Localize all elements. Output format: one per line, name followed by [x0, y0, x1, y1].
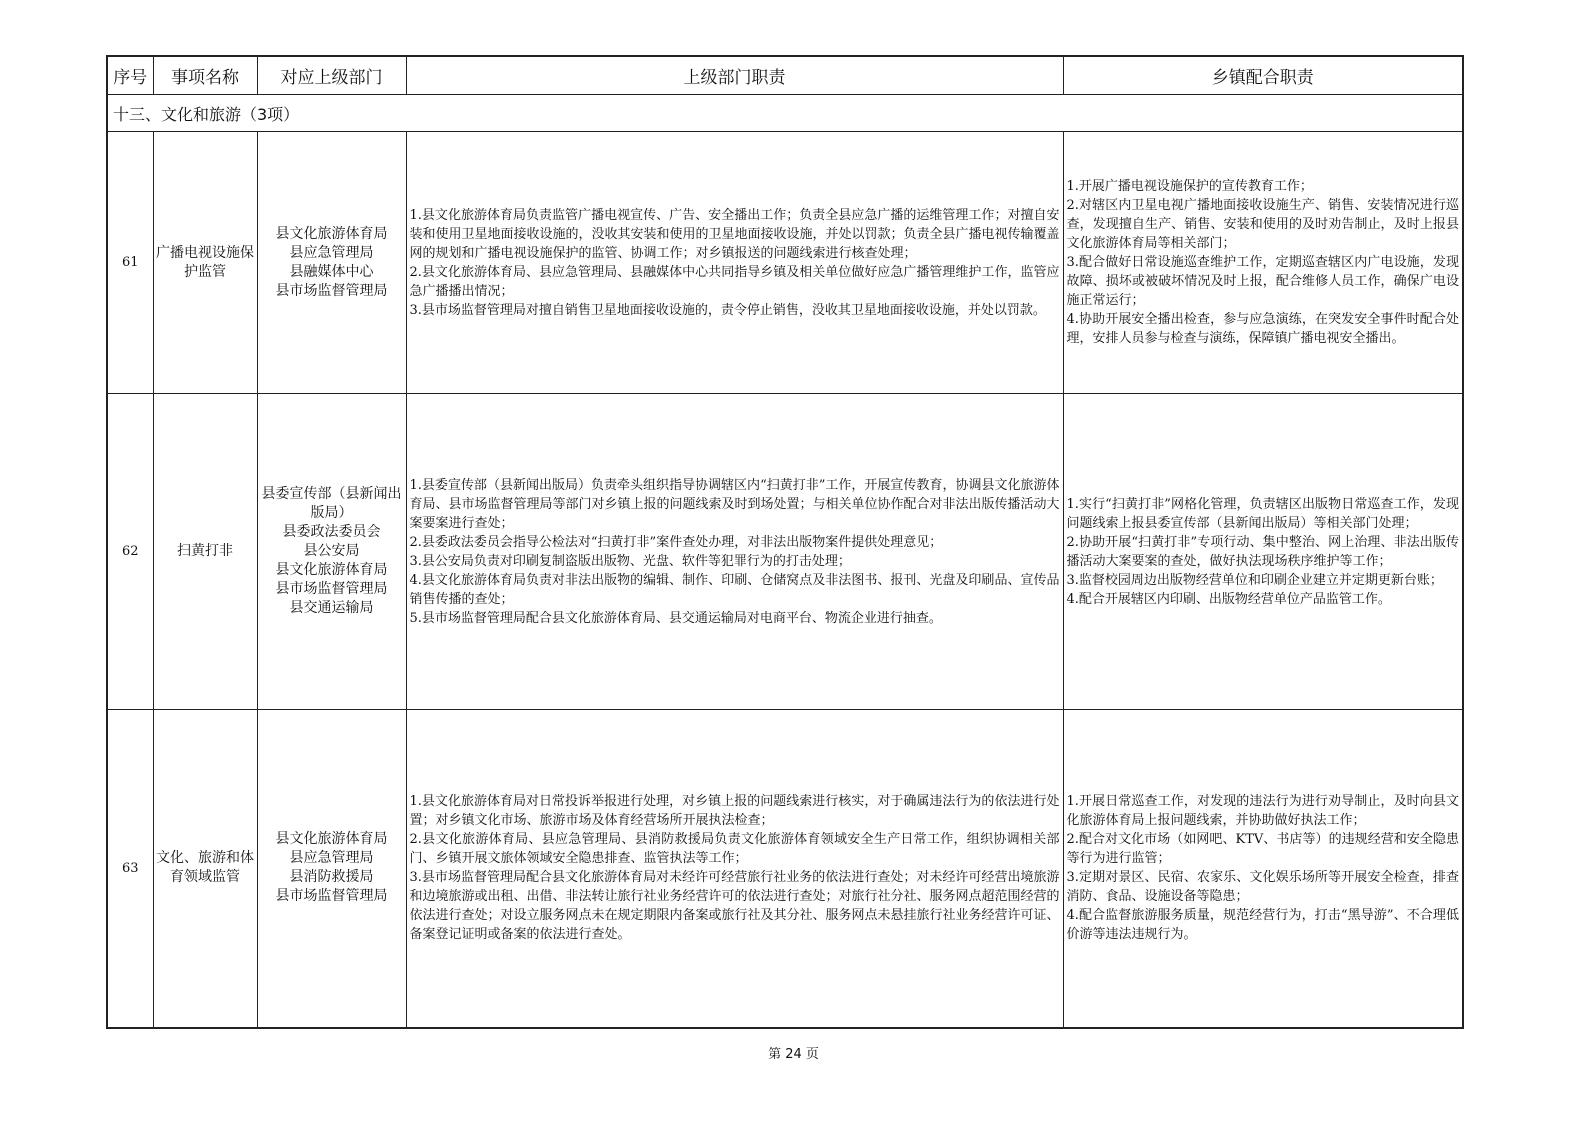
dept-line: 县文化旅游体育局 — [275, 562, 388, 578]
table-row — [107, 132, 1463, 394]
duty-item: 3.定期对景区、民宿、农家乐、文化娱乐场所等开展安全检查，排查消防、食品、设施设备等隐患； — [1066, 870, 1459, 905]
duty-item: 3.县公安局负责对印刷复制盗版出版物、光盘、软件等犯罪行为的打击处理； — [409, 553, 851, 569]
table-row — [107, 394, 1463, 710]
duty-item: 5.县市场监督管理局配合县文化旅游体育局、县交通运输局对电商平台、物流企业进行抽查。 — [409, 610, 942, 626]
dept-line: 县文化旅游体育局 — [275, 225, 388, 242]
responsibility-table — [106, 55, 1464, 1029]
row-upper-duty — [406, 394, 1063, 710]
dept-line: 县公安局 — [303, 543, 360, 559]
row-num: 63 — [107, 710, 153, 1028]
header-dept: 对应上级部门 — [257, 56, 406, 95]
row-town-duty — [1063, 394, 1463, 710]
dept-line: 县市场监督管理局 — [275, 581, 388, 597]
dept-line: 县应急管理局 — [289, 850, 374, 867]
row-item-name: 文化、旅游和体育领域监管 — [153, 710, 257, 1028]
header-item-name: 事项名称 — [153, 56, 257, 95]
duty-item: 1.实行“扫黄打非”网格化管理，负责辖区出版物日常巡查工作，发现问题线索上报县委宣传部（县新闻出版局）等相关部门处理； — [1066, 496, 1459, 531]
dept-line: 县融媒体中心 — [289, 263, 374, 280]
duty-item: 3.监督校园周边出版物经营单位和印刷企业建立并定期更新台账； — [1066, 572, 1443, 588]
table-header-row — [107, 56, 1463, 95]
row-depts — [257, 710, 406, 1028]
row-depts — [257, 394, 406, 710]
dept-line: 县委政法委员会 — [282, 524, 381, 540]
duty-item: 1.开展日常巡查工作，对发现的违法行为进行劝导制止，及时向县文化旅游体育局上报问题线索，并协助做好执法工作； — [1066, 794, 1459, 829]
dept-line: 县交通运输局 — [289, 600, 374, 616]
dept-line: 县市场监督管理局 — [275, 888, 388, 905]
duty-item: 2.县委政法委员会指导公检法对“扫黄打非”案件查处办理，对非法出版物案件提供处理意见； — [409, 534, 943, 550]
dept-line: 县委宣传部（县新闻出版局） — [261, 486, 402, 521]
duty-item: 2.县文化旅游体育局、县应急管理局、县消防救援局负责文化旅游体育领域安全生产日常工作，组织协调相关部门、乡镇开展文旅体领域安全隐患排查、监管执法等工作； — [409, 832, 1060, 867]
row-town-duty — [1063, 710, 1463, 1028]
duty-item: 2.对辖区内卫星电视广播地面接收设施生产、销售、安装情况进行巡查，发现擅自生产、销售、安装和使用的及时劝告制止，及时上报县文化旅游体育局等相关部门； — [1066, 198, 1459, 251]
duty-item: 3.配合做好日常设施巡查维护工作，定期巡查辖区内广电设施，发现故障、损坏或被破坏情况及时上报，配合维修人员工作，确保广电设施正常运行； — [1066, 255, 1459, 308]
row-upper-duty — [406, 710, 1063, 1028]
dept-line: 县市场监督管理局 — [275, 282, 388, 299]
duty-item: 2.协助开展“扫黄打非”专项行动、集中整治、网上治理、非法出版传播活动大案要案的查处，做好执法现场秩序维护等工作； — [1066, 534, 1459, 569]
duty-item: 1.县文化旅游体育局负责监管广播电视宣传、广告、安全播出工作；负责全县应急广播的运维管理工作；对擅自安装和使用卫星地面接收设施的，没收其安装和使用的卫星地面接收设施，并处以罚款；负责全县广播电视传输覆盖网的规划和广播电视设施保护的监管、协调工作；对乡镇报送的问题线索进行核查处理； — [409, 207, 1060, 261]
duty-item: 1.县文化旅游体育局对日常投诉举报进行处理，对乡镇上报的问题线索进行核实，对于确属违法行为的依法进行处置；对乡镇文化市场、旅游市场及体育经营场所开展执法检查； — [409, 794, 1060, 829]
table-row — [107, 710, 1463, 1028]
responsibility-table-wrapper — [106, 55, 1462, 1029]
dept-line: 县应急管理局 — [289, 244, 374, 261]
duty-item: 4.配合监督旅游服务质量，规范经营行为，打击“黑导游”、不合理低价游等违法违规行为。 — [1066, 908, 1459, 943]
row-item-name: 扫黄打非 — [153, 394, 257, 710]
row-num: 62 — [107, 394, 153, 710]
page-number: 第 24 页 — [768, 1047, 819, 1062]
row-town-duty — [1063, 132, 1463, 394]
row-item-name: 广播电视设施保护监管 — [153, 132, 257, 394]
row-upper-duty — [406, 132, 1063, 394]
duty-item: 2.配合对文化市场（如网吧、KTV、书店等）的违规经营和安全隐患等行为进行监管； — [1066, 832, 1459, 867]
row-depts — [257, 132, 406, 394]
duty-item: 2.县文化旅游体育局、县应急管理局、县融媒体中心共同指导乡镇及相关单位做好应急广播管理维护工作，监管应急广播播出情况； — [409, 264, 1060, 299]
duty-item: 4.县文化旅游体育局负责对非法出版物的编辑、制作、印刷、仓储窝点及非法图书、报刊、光盘及印刷品、宣传品销售传播的查处； — [409, 572, 1060, 607]
duty-item: 4.配合开展辖区内印刷、出版物经营单位产品监管工作。 — [1066, 591, 1391, 607]
duty-item: 4.协助开展安全播出检查，参与应急演练，在突发安全事件时配合处理，安排人员参与检查与演练，保障镇广播电视安全播出。 — [1066, 312, 1459, 346]
section-title: 十三、文化和旅游（3项） — [107, 95, 1463, 132]
header-town-duty: 乡镇配合职责 — [1063, 56, 1463, 95]
duty-item: 1.县委宣传部（县新闻出版局）负责牵头组织指导协调辖区内“扫黄打非”工作，开展宣传教育，协调县文化旅游体育局、县市场监督管理局等部门对乡镇上报的问题线索及时到场处置；与相关单位协作配合对非法出版传播活动大案要案进行查处； — [409, 477, 1060, 531]
header-upper-duty: 上级部门职责 — [406, 56, 1063, 95]
row-num: 61 — [107, 132, 153, 394]
section-row — [107, 95, 1463, 132]
dept-line: 县消防救援局 — [289, 869, 374, 886]
duty-item: 3.县市场监督管理局对擅自销售卫星地面接收设施的，责令停止销售，没收其卫星地面接收设施，并处以罚款。 — [409, 302, 1046, 318]
header-num: 序号 — [107, 56, 153, 95]
duty-item: 3.县市场监督管理局配合县文化旅游体育局对未经许可经营旅行社业务的依法进行查处；对未经许可经营出境旅游和边境旅游或出租、出借、非法转让旅行社业务经营许可的依法进行查处；对旅行社分社、服务网点超范围经营的依法进行查处；对设立服务网点未在规定期限内备案或旅行社及其分社、服务网点未悬挂旅行社业务经营许可证、备案登记证明或备案的依法进行查处。 — [409, 870, 1060, 943]
duty-item: 1.开展广播电视设施保护的宣传教育工作； — [1066, 179, 1313, 194]
dept-line: 县文化旅游体育局 — [275, 831, 388, 848]
